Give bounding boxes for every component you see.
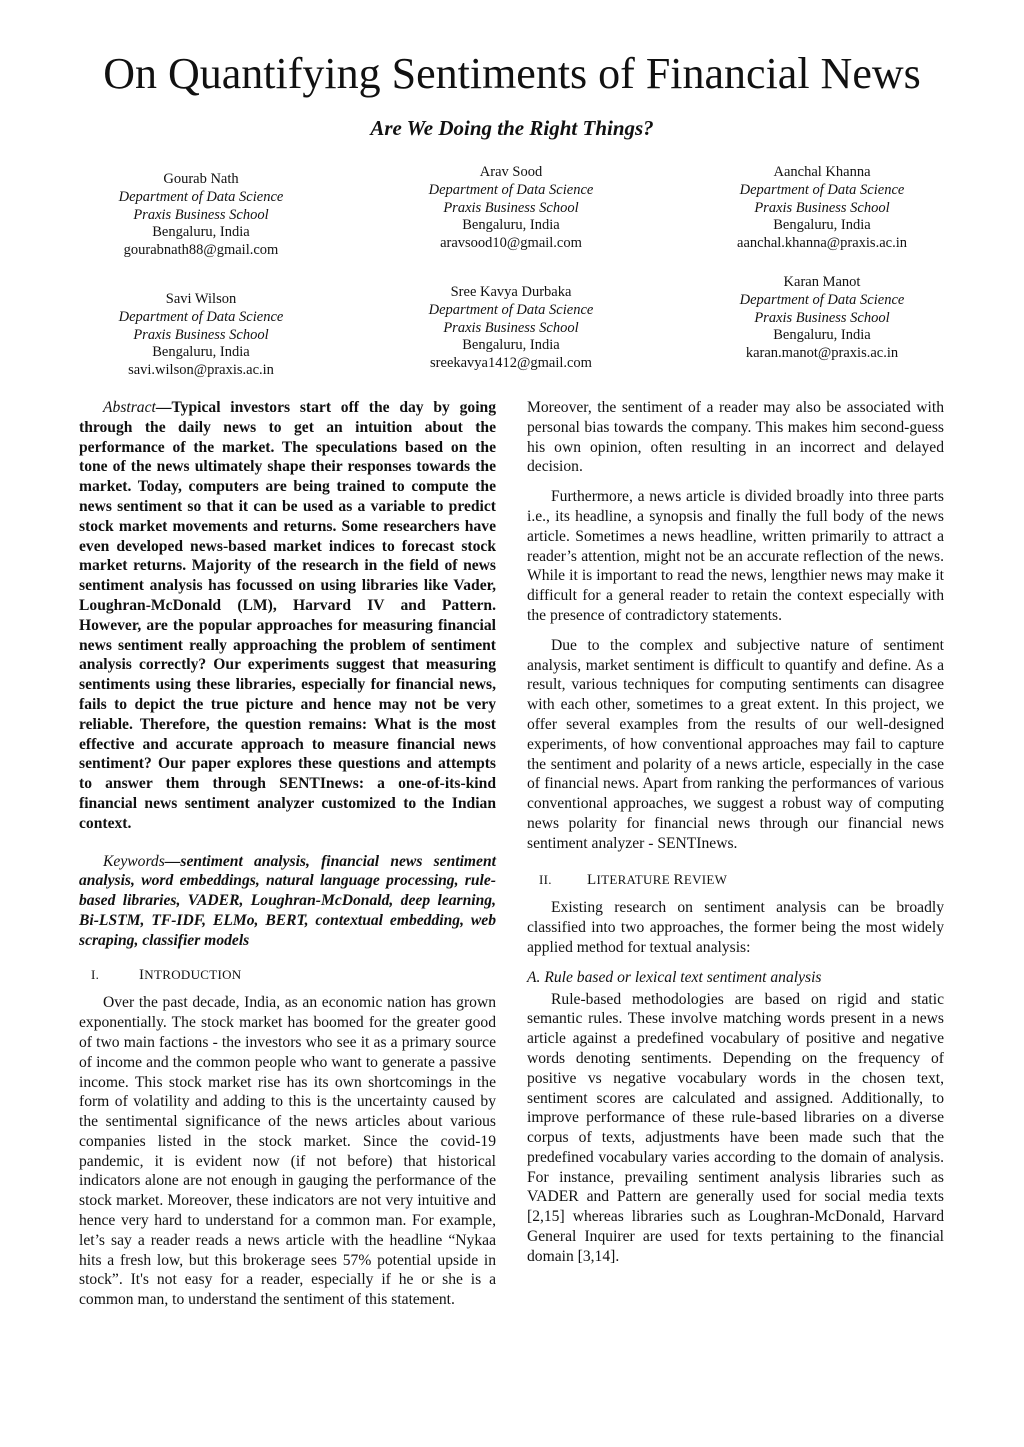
paragraph: Over the past decade, India, as an economic nation has grown exponentially. The stock market has boomed for the greater good of two main factions - the investors who see it as a primary source of income and the common people who want to generate a passive income. This stock market rise has its own shortcomings in the form of volatility and adding to this is the uncertainty caused by the sentimental significance of the news articles about various companies listed in the stock market. Since the covid-19 pandemic, it is evident now (if not before) that historical indicators alone are not enough in gauging the performance of the stock market. Moreover, these indicators are not very intuitive and hence very hard to understand for a common man. For example, let’s say a reader reads a news article with the headline “Nykaa hits a fresh low, but this brokerage sees 57% potential upside in stock”. It's not easy for a reader, especially if he or she is a common man, to understand the sentiment of this statement. bbox=[79, 994, 496, 1309]
paragraph: Existing research on sentiment analysis can be broadly classified into two approaches, the former being the most widely applied method for textual analysis: bbox=[527, 899, 944, 956]
author-city: Bengaluru, India bbox=[462, 337, 560, 354]
author-email: aravsood10@gmail.com bbox=[440, 235, 582, 252]
author-department: Department of Data Science bbox=[739, 291, 905, 308]
author-department: Department of Data Science bbox=[118, 188, 284, 205]
author-department: Department of Data Science bbox=[118, 308, 284, 325]
author-city: Bengaluru, India bbox=[773, 217, 871, 234]
author-city: Bengaluru, India bbox=[773, 327, 871, 344]
paragraph-continued: Moreover, the sentiment of a reader may also be associated with personal bias towards the company. This makes him second-guess his own opinion, often resulting in an incorrect and delayed decision. bbox=[527, 399, 944, 476]
author-city: Bengaluru, India bbox=[152, 224, 250, 241]
abstract-text: —Typical investors start off the day by going through the daily news to get an intuition about the performance of the market. The speculations based on the tone of the news ultimately shape their responses towards the market. Today, computers are being trained to compute the news sentiment so that it can be used as a variable to predict stock market movements and returns. Some researchers have even developed news-based market indices to forecast stock market returns. Majority of the research in the field of news sentiment analysis has focussed on using libraries like Vader, Loughran-McDonald (LM), Harvard IV and Pattern. However, are the popular approaches for measuring financial news sentiment really approaching the problem of sentiment analysis correctly? Our experiments suggest that measuring sentiments using these libraries, especially for financial news, fails to depict the true picture and hence may not be very reliable. Therefore, the question remains: What is the most effective and accurate approach to measure financial news sentiment? Our paper explores these questions and attempts to answer them through SENTInews: a one-of-its-kind financial news sentiment analyzer customized to the Indian context. bbox=[79, 399, 496, 832]
section-heading-literature-review: II. LITERATURE REVIEW bbox=[539, 871, 728, 888]
author-school: Praxis Business School bbox=[443, 319, 579, 336]
author-city: Bengaluru, India bbox=[152, 344, 250, 361]
author-email: sreekavya1412@gmail.com bbox=[430, 355, 592, 372]
author-department: Department of Data Science bbox=[739, 181, 905, 198]
author-block bbox=[71, 171, 331, 260]
author-school: Praxis Business School bbox=[133, 326, 269, 343]
author-school: Praxis Business School bbox=[443, 199, 579, 216]
left-column bbox=[79, 398, 496, 1310]
author-name: Savi Wilson bbox=[165, 291, 237, 307]
author-block bbox=[692, 164, 952, 253]
author-block bbox=[381, 164, 641, 253]
author-school: Praxis Business School bbox=[754, 199, 890, 216]
author-email: karan.manot@praxis.ac.in bbox=[745, 345, 899, 362]
subsection-heading: A. Rule based or lexical text sentiment analysis bbox=[527, 968, 822, 986]
author-block bbox=[692, 274, 952, 363]
paragraph: Furthermore, a news article is divided broadly into three parts i.e., its headline, a synopsis and finally the full body of the news article. Sometimes a news headline, written primarily to attract a reader’s attention, might not be an accurate reflection of the news. While it is important to read the news, lengthier news may make it difficult for a general reader to retain the context especially with the presence of contradictory statements. bbox=[527, 488, 944, 624]
author-city: Bengaluru, India bbox=[462, 217, 560, 234]
keywords-text: —sentiment analysis, financial news sentiment analysis, word embeddings, natural language processing, rule-based libraries, VADER, Loughran-McDonald, deep learning, Bi-LSTM, TF-IDF, ELMo, BERT, contextual embedding, web scraping, classifier models bbox=[79, 852, 496, 949]
keywords bbox=[79, 852, 496, 951]
author-school: Praxis Business School bbox=[754, 309, 890, 326]
author-email: gourabnath88@gmail.com bbox=[123, 242, 279, 259]
section-heading-introduction: I. INTRODUCTION bbox=[91, 966, 242, 983]
author-block bbox=[381, 284, 641, 373]
author-school: Praxis Business School bbox=[133, 206, 269, 223]
author-email: aanchal.khanna@praxis.ac.in bbox=[737, 235, 907, 252]
author-block bbox=[71, 291, 331, 380]
paragraph: Due to the complex and subjective nature of sentiment analysis, market sentiment is difficult to quantify and define. As a result, various techniques for computing sentiments can disagree with each other, sometimes to a great extent. In this project, we offer several examples from the results of our well-designed experiments, of how conventional approaches may fail to capture the sentiment and polarity of a news article, especially in the case of financial news. Apart from ranking the performances of various conventional approaches, we suggest a robust way of computing news polarity for financial news through our financial news sentiment analyzer - SENTInews. bbox=[527, 636, 944, 852]
paper-title: On Quantifying Sentiments of Financial News bbox=[103, 49, 921, 98]
author-name: Gourab Nath bbox=[163, 171, 239, 187]
abstract-label: Abstract bbox=[103, 399, 156, 416]
author-name: Arav Sood bbox=[479, 164, 543, 180]
author-department: Department of Data Science bbox=[428, 181, 594, 198]
author-name: Aanchal Khanna bbox=[773, 164, 871, 180]
keywords-label: Keywords bbox=[103, 852, 165, 870]
author-name: Sree Kavya Durbaka bbox=[450, 284, 572, 300]
author-email: savi.wilson@praxis.ac.in bbox=[128, 362, 274, 379]
abstract bbox=[79, 398, 496, 834]
paper-subtitle: Are We Doing the Right Things? bbox=[370, 116, 654, 140]
author-department: Department of Data Science bbox=[428, 301, 594, 318]
author-name: Karan Manot bbox=[783, 274, 861, 290]
paragraph: Rule-based methodologies are based on rigid and static semantic rules. These involve matching words present in a news article against a predefined vocabulary of positive and negative words denoting sentiments. Depending on the frequency of positive vs negative vocabulary words in the chosen text, sentiment scores are calculated and assigned. Additionally, to improve performance of these rule-based libraries on a diverse corpus of texts, adjustments have been made such that the predefined vocabulary varies according to the domain of analysis. For instance, prevailing sentiment analysis libraries such as VADER and Pattern are generally used for social media texts [2,15] whereas libraries such as Loughran-McDonald, Harvard General Inquirer are used for texts pertaining to the financial domain [3,14]. bbox=[527, 990, 944, 1265]
right-column bbox=[527, 398, 944, 1267]
